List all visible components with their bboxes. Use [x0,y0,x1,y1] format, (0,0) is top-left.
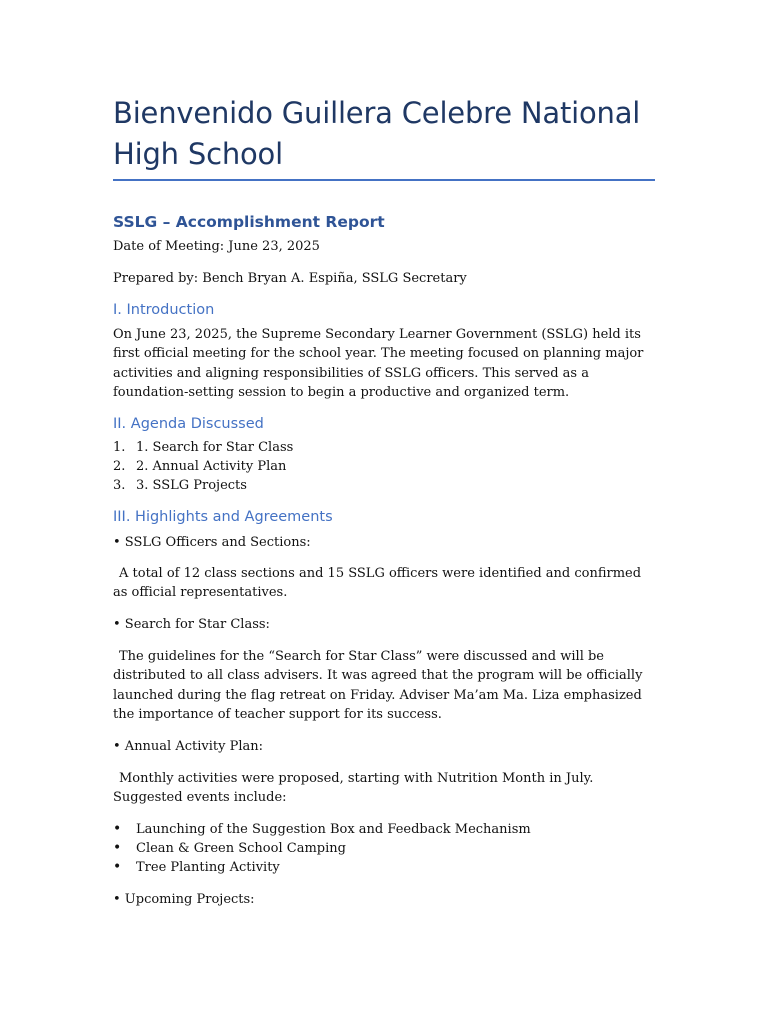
star-class-label: • Search for Star Class: [113,617,270,632]
bullet-icon: • [113,840,122,856]
upcoming-projects-label: • Upcoming Projects: [113,892,255,907]
meeting-date: Date of Meeting: June 23, 2025 [113,239,320,254]
bullet-icon: • [113,821,122,837]
event-text: Launching of the Suggestion Box and Feedback Mechanism [136,822,531,837]
officers-label: • SSLG Officers and Sections: [113,535,311,550]
agenda-heading: II. Agenda Discussed [113,416,264,432]
title-divider [113,179,655,181]
agenda-item-number: 1. [113,440,126,455]
report-heading: SSLG – Accomplishment Report [113,213,385,231]
document-title: Bienvenido Guillera Celebre National High School [113,96,641,171]
officers-body: A total of 12 class sections and 15 SSLG officers were identified and confirmed as official representatives. [113,566,642,601]
event-text: Tree Planting Activity [136,860,280,875]
prepared-by: Prepared by: Bench Bryan A. Espiña, SSLG Secretary [113,271,467,286]
highlights-heading: III. Highlights and Agreements [113,509,333,525]
bullet-icon: • [113,859,122,875]
star-class-body: The guidelines for the “Search for Star Class” were discussed and will be distributed to all class advisers. It was agreed that the program will be officially launched during the flag retreat on Friday. Adviser Ma’am Ma. Liza emphasized the importance of teacher support for its success. [113,649,643,722]
agenda-item-text: 1. Search for Star Class [136,440,294,455]
agenda-item-text: 3. SSLG Projects [136,478,247,493]
introduction-heading: I. Introduction [113,302,215,318]
agenda-item-text: 2. Annual Activity Plan [136,459,287,474]
agenda-item-number: 3. [113,478,126,493]
introduction-body: On June 23, 2025, the Supreme Secondary Learner Government (SSLG) held its first official meeting for the school year. The meeting focused on planning major activities and aligning responsibilities of SSLG officers. This served as a foundation-setting session to begin a productive and organized term. [113,327,644,400]
agenda-item-number: 2. [113,459,126,474]
activity-plan-body: Monthly activities were proposed, starting with Nutrition Month in July. Suggested events include: [113,771,594,806]
event-text: Clean & Green School Camping [136,841,346,856]
activity-plan-label: • Annual Activity Plan: [113,739,264,754]
